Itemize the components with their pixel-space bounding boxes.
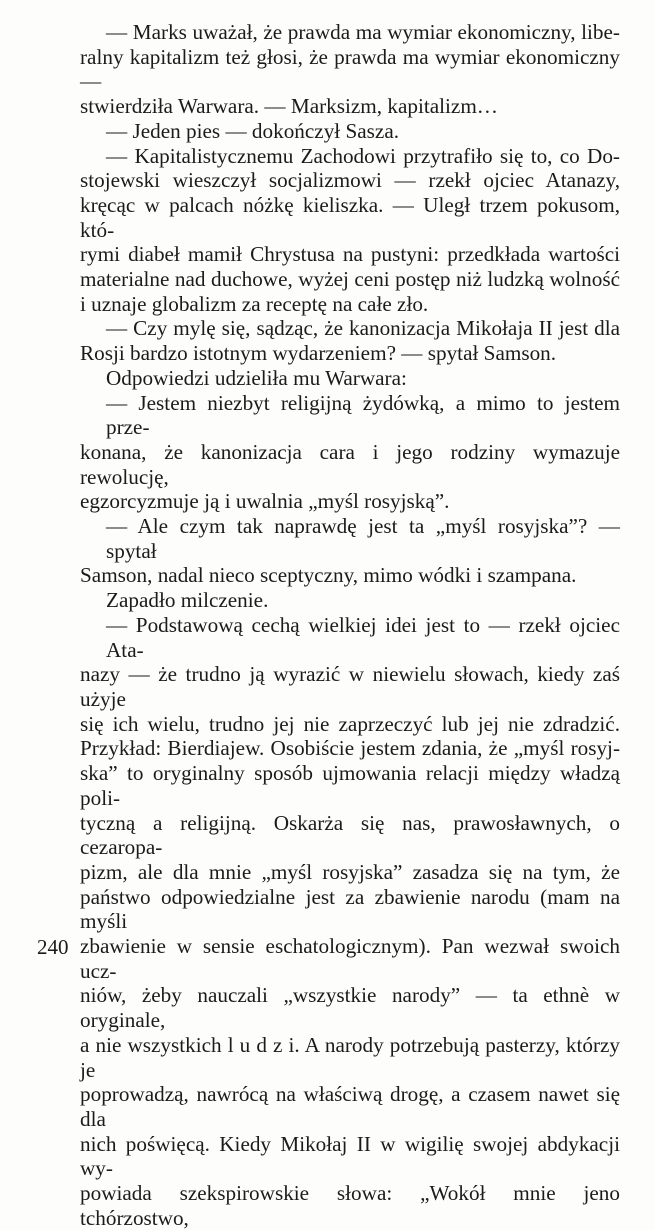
text-line: kręcąc w palcach nóżkę kieliszka. — Uległ trzem pokusom, któ- xyxy=(80,192,620,242)
text-line: Przykład: Bierdiajew. Osobiście jestem zdania, że „myśl rosyj- xyxy=(80,736,620,761)
text-line: — Jestem niezbyt religijną żydówką, a mimo to jestem prze- xyxy=(106,390,620,440)
text-line: Odpowiedzi udzieliła mu Warwara: xyxy=(106,365,407,390)
text-line: — Kapitalistycznemu Zachodowi przytrafiło się to, co Do- xyxy=(106,143,620,168)
text-line: a nie wszystkich l u d z i. A narody potrzebują pasterzy, którzy je xyxy=(80,1032,620,1082)
text-line: Rosji bardzo istotnym wydarzeniem? — spytał Samson. xyxy=(80,341,557,366)
text-line: — Czy mylę się, sądząc, że kanonizacja Mikołaja II jest dla xyxy=(106,316,620,341)
text-line: nich poświęcą. Kiedy Mikołaj II w wigilię swojej abdykacji wy- xyxy=(80,1131,620,1181)
text-line: stojewski wieszczył socjalizmowi — rzekł ojciec Atanazy, xyxy=(80,168,620,193)
text-line: się ich wielu, trudno jej nie zaprzeczyć lub jej nie zdradzić. xyxy=(80,711,620,736)
text-line: — Ale czym tak naprawdę jest ta „myśl rosyjska”? — spytał xyxy=(106,514,620,563)
page-number: 240 xyxy=(37,935,69,959)
text-line: konana, że kanonizacja cara i jego rodziny wymazuje rewolucję, xyxy=(80,439,620,489)
text-line: materialne nad duchowe, wyżej ceni postęp niż ludzką wolność xyxy=(80,267,620,292)
text-line: nazy — że trudno ją wyrazić w niewielu słowach, kiedy zaś użyje xyxy=(80,662,620,711)
text-line: egzorcyzmuje ją i uwalnia „myśl rosyjską”. xyxy=(80,489,450,514)
text-line: Zapadło milczenie. xyxy=(106,588,269,613)
text-line: zbawienie w sensie eschatologicznym). Pan wezwał swoich ucz- xyxy=(80,934,620,983)
text-line: powiada szekspirowskie słowa: „Wokół mnie jeno tchórzostwo, xyxy=(80,1181,620,1230)
body-text xyxy=(80,20,620,1230)
text-line: tyczną a religijną. Oskarża się nas, prawosławnych, o cezaropa- xyxy=(80,810,620,860)
text-line: — Podstawową cechą wielkiej idei jest to — rzekł ojciec Ata- xyxy=(106,612,620,662)
text-line: niów, żeby nauczali „wszystkie narody” — ta ethnè w oryginale, xyxy=(80,983,620,1033)
text-line: państwo odpowiedzialne jest za zbawienie narodu (mam na myśli xyxy=(80,884,620,934)
text-line: i uznaje globalizm za receptę na całe zło. xyxy=(80,291,429,316)
text-line: ska” to oryginalny sposób ujmowania relacji między władzą poli- xyxy=(80,761,620,810)
text-line: rymi diabeł mamił Chrystusa na pustyni: przedkłada wartości xyxy=(80,242,620,267)
text-line: Samson, nadal nieco sceptyczny, mimo wódki i szampana. xyxy=(80,563,577,588)
text-line: ralny kapitalizm też głosi, że prawda ma wymiar ekonomiczny — xyxy=(80,44,620,94)
text-line: stwierdziła Warwara. — Marksizm, kapitalizm… xyxy=(80,94,498,119)
text-line: — Jeden pies — dokończył Sasza. xyxy=(106,118,400,143)
text-line: — Marks uważał, że prawda ma wymiar ekonomiczny, libe- xyxy=(106,20,620,44)
text-line: pizm, ale dla mnie „myśl rosyjska” zasadza się na tym, że xyxy=(80,859,620,884)
text-line: poprowadzą, nawrócą na właściwą drogę, a czasem nawet się dla xyxy=(80,1082,620,1131)
